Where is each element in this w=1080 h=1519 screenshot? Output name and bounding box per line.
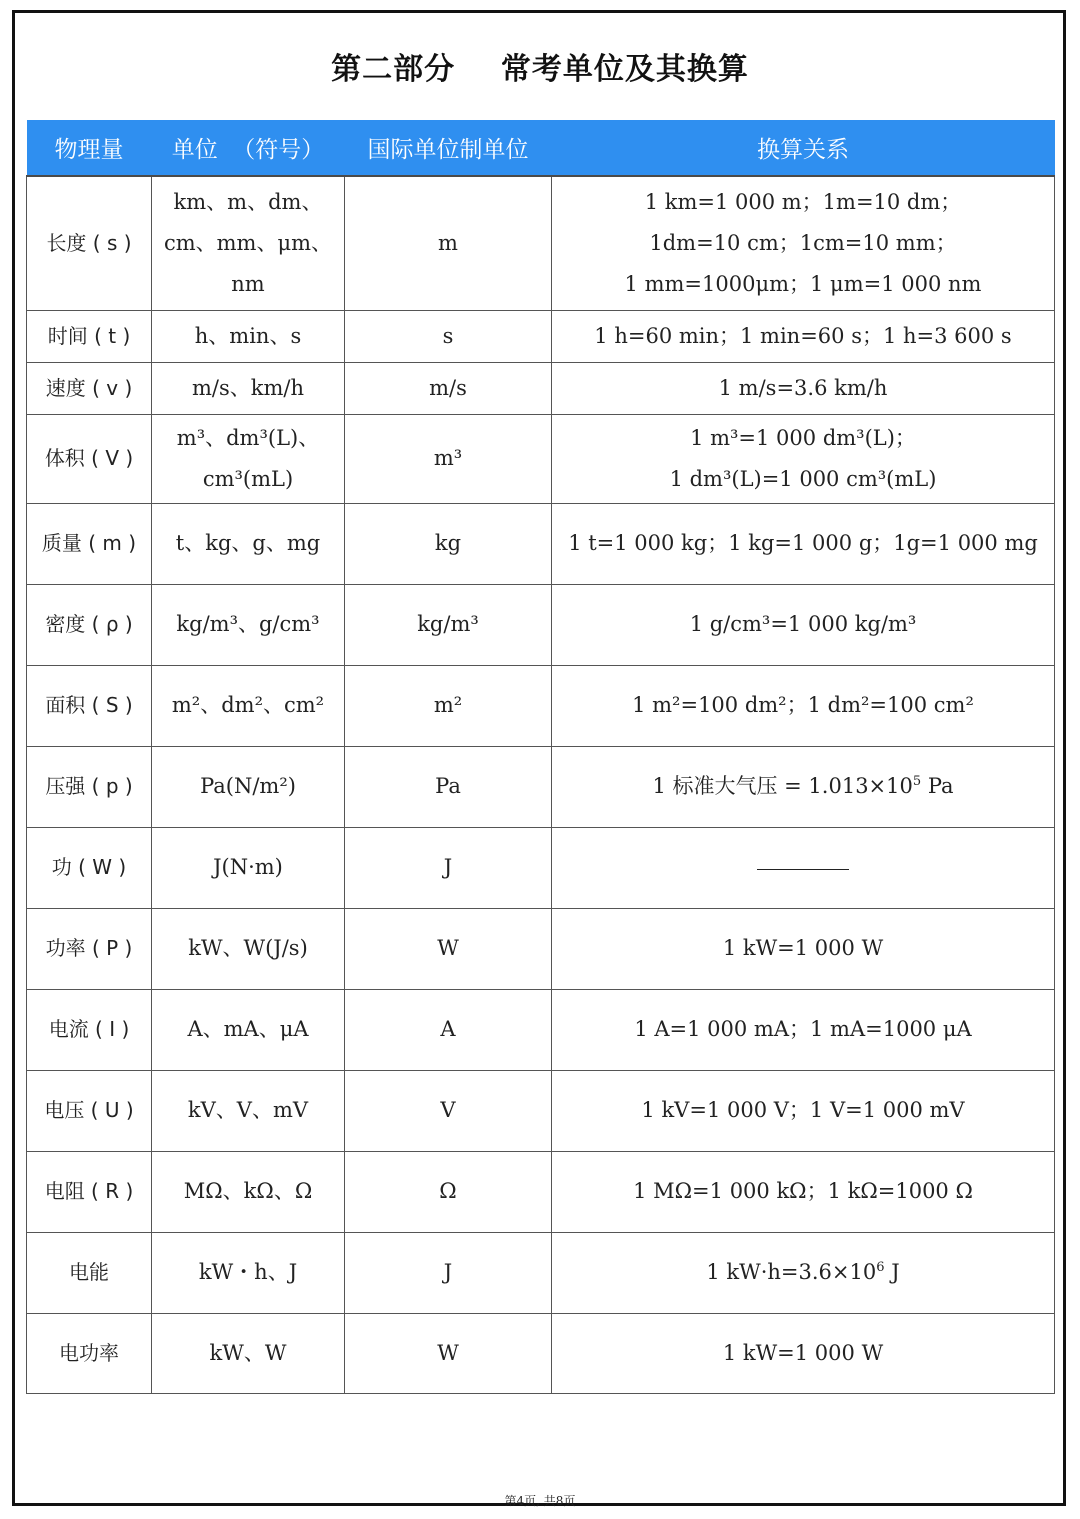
quantity-cell: 功 ( W )	[27, 827, 152, 908]
si-unit-cell: s	[345, 310, 552, 362]
conversion-text: 1 标准大气压 = 1.013×10	[652, 774, 913, 798]
unit-cell	[152, 1070, 345, 1151]
cell-line: h、min、s	[194, 323, 302, 348]
quantity-cell: 体积 ( V )	[27, 414, 152, 503]
cell-line: Pa(N/m²)	[200, 774, 296, 798]
unit-cell	[152, 1313, 345, 1393]
cell-line: 1 kW=1 000 W	[722, 936, 884, 960]
exponent: 5	[912, 774, 922, 789]
cell-line: cm、mm、μm、	[163, 230, 333, 255]
quantity-cell: 电流 ( I )	[27, 989, 152, 1070]
si-unit-cell: V	[345, 1070, 552, 1151]
unit-cell	[152, 1151, 345, 1232]
cell-line: kW・h、J	[198, 1260, 298, 1284]
cell-line: m/s、km/h	[191, 375, 304, 400]
quantity-cell: 电功率	[27, 1313, 152, 1393]
cell-line: 1 MΩ=1 000 kΩ；1 kΩ=1000 Ω	[633, 1179, 973, 1203]
quantity-cell: 速度 ( v )	[27, 362, 152, 414]
quantity-cell: 长度 ( s )	[27, 176, 152, 310]
cell-line: 1 km=1 000 m；1m=10 dm；	[644, 189, 962, 214]
table-row	[27, 1151, 1055, 1232]
conversion-cell	[552, 176, 1055, 310]
quantity-cell: 功率 ( P )	[27, 908, 152, 989]
dash-line	[757, 869, 849, 870]
conversion-cell	[552, 827, 1055, 908]
conversion-cell	[552, 584, 1055, 665]
cell-line: 1 m³=1 000 dm³(L)；	[690, 425, 916, 450]
unit-cell	[152, 310, 345, 362]
quantity-cell: 电能	[27, 1232, 152, 1313]
quantity-cell: 时间 ( t )	[27, 310, 152, 362]
cell-line: MΩ、kΩ、Ω	[183, 1179, 313, 1203]
conversion-cell	[552, 1151, 1055, 1232]
cell-line: 1 dm³(L)=1 000 cm³(mL)	[669, 466, 937, 491]
conversion-cell	[552, 908, 1055, 989]
cell-line: t、kg、g、mg	[175, 531, 321, 555]
quantity-cell: 电压 ( U )	[27, 1070, 152, 1151]
conversion-cell	[552, 362, 1055, 414]
si-unit-cell: m²	[345, 665, 552, 746]
unit-cell	[152, 176, 345, 310]
si-unit-cell: m	[345, 176, 552, 310]
header-unit: 单位 （符号）	[152, 120, 345, 176]
cell-line: 1 A=1 000 mA；1 mA=1000 μA	[634, 1017, 972, 1041]
conversion-unit: J	[884, 1260, 900, 1284]
si-unit-cell: kg	[345, 503, 552, 584]
table-row	[27, 1070, 1055, 1151]
unit-cell	[152, 414, 345, 503]
quantity-cell: 电阻 ( R )	[27, 1151, 152, 1232]
cell-line: cm³(mL)	[202, 466, 294, 491]
quantity-cell: 质量 ( m )	[27, 503, 152, 584]
unit-conversion-table	[26, 120, 1055, 1394]
table-row	[27, 362, 1055, 414]
si-unit-cell: A	[345, 989, 552, 1070]
cell-line: km、m、dm、	[173, 189, 323, 214]
conversion-cell	[552, 989, 1055, 1070]
table-row	[27, 414, 1055, 503]
cell-line: 1 m/s=3.6 km/h	[718, 375, 888, 400]
table-row	[27, 310, 1055, 362]
page-footer: 第4页, 共8页	[504, 1494, 576, 1508]
quantity-cell: 密度 ( ρ )	[27, 584, 152, 665]
conversion-cell	[552, 746, 1055, 827]
cell-line: 1 g/cm³=1 000 kg/m³	[689, 612, 917, 636]
cell-line: 1 t=1 000 kg；1 kg=1 000 g；1g=1 000 mg	[568, 531, 1038, 555]
table-row	[27, 503, 1055, 584]
quantity-cell: 面积 ( S )	[27, 665, 152, 746]
conversion-cell	[552, 310, 1055, 362]
unit-cell	[152, 989, 345, 1070]
cell-line: 1 m²=100 dm²；1 dm²=100 cm²	[632, 693, 974, 717]
table-row	[27, 1232, 1055, 1313]
header-si-unit: 国际单位制单位	[345, 120, 552, 176]
conversion-cell	[552, 1313, 1055, 1393]
unit-cell	[152, 1232, 345, 1313]
si-unit-cell: Pa	[345, 746, 552, 827]
unit-cell	[152, 362, 345, 414]
cell-line: A、mA、μA	[187, 1017, 309, 1041]
si-unit-cell: J	[345, 827, 552, 908]
conversion-cell	[552, 503, 1055, 584]
cell-line: m³、dm³(L)、	[176, 425, 320, 450]
conversion-cell	[552, 665, 1055, 746]
table-header-row	[27, 120, 1055, 176]
si-unit-cell: kg/m³	[345, 584, 552, 665]
table-row	[27, 1313, 1055, 1393]
table-row	[27, 665, 1055, 746]
si-unit-cell: m³	[345, 414, 552, 503]
cell-line: kW、W	[209, 1340, 287, 1365]
unit-cell	[152, 584, 345, 665]
cell-line: kg/m³、g/cm³	[176, 612, 320, 636]
table-body	[27, 176, 1055, 1393]
unit-cell	[152, 503, 345, 584]
cell-line: 1dm=10 cm；1cm=10 mm；	[649, 230, 957, 255]
cell-line: m²、dm²、cm²	[171, 693, 325, 717]
page-title: 第二部分 常考单位及其换算	[331, 52, 749, 87]
table-row	[27, 827, 1055, 908]
header-quantity: 物理量	[27, 120, 152, 176]
unit-cell	[152, 827, 345, 908]
table-row	[27, 176, 1055, 310]
cell-line: 1 kW=1 000 W	[722, 1340, 884, 1365]
conversion-cell	[552, 1070, 1055, 1151]
header-conversion: 换算关系	[552, 120, 1055, 176]
unit-cell	[152, 746, 345, 827]
conversion-cell	[552, 1232, 1055, 1313]
quantity-cell: 压强 ( p )	[27, 746, 152, 827]
cell-line: 1 mm=1000μm；1 μm=1 000 nm	[624, 271, 982, 296]
table-row	[27, 908, 1055, 989]
conversion-unit: Pa	[921, 774, 954, 798]
si-unit-cell: J	[345, 1232, 552, 1313]
conversion-cell	[552, 414, 1055, 503]
table-row	[27, 746, 1055, 827]
cell-line: nm	[231, 271, 265, 296]
cell-line: 1 h=60 min；1 min=60 s；1 h=3 600 s	[594, 323, 1012, 348]
cell-line: J(N·m)	[213, 855, 283, 879]
conversion-text: 1 kW·h=3.6×10	[706, 1260, 877, 1284]
cell-line: 1 kV=1 000 V；1 V=1 000 mV	[641, 1098, 965, 1122]
si-unit-cell: m/s	[345, 362, 552, 414]
si-unit-cell: Ω	[345, 1151, 552, 1232]
cell-line: kV、V、mV	[187, 1098, 309, 1122]
si-unit-cell: W	[345, 1313, 552, 1393]
cell-line: kW、W(J/s)	[188, 936, 308, 960]
si-unit-cell: W	[345, 908, 552, 989]
exponent: 6	[876, 1260, 885, 1275]
table-row	[27, 584, 1055, 665]
table-row	[27, 989, 1055, 1070]
unit-cell	[152, 665, 345, 746]
unit-cell	[152, 908, 345, 989]
